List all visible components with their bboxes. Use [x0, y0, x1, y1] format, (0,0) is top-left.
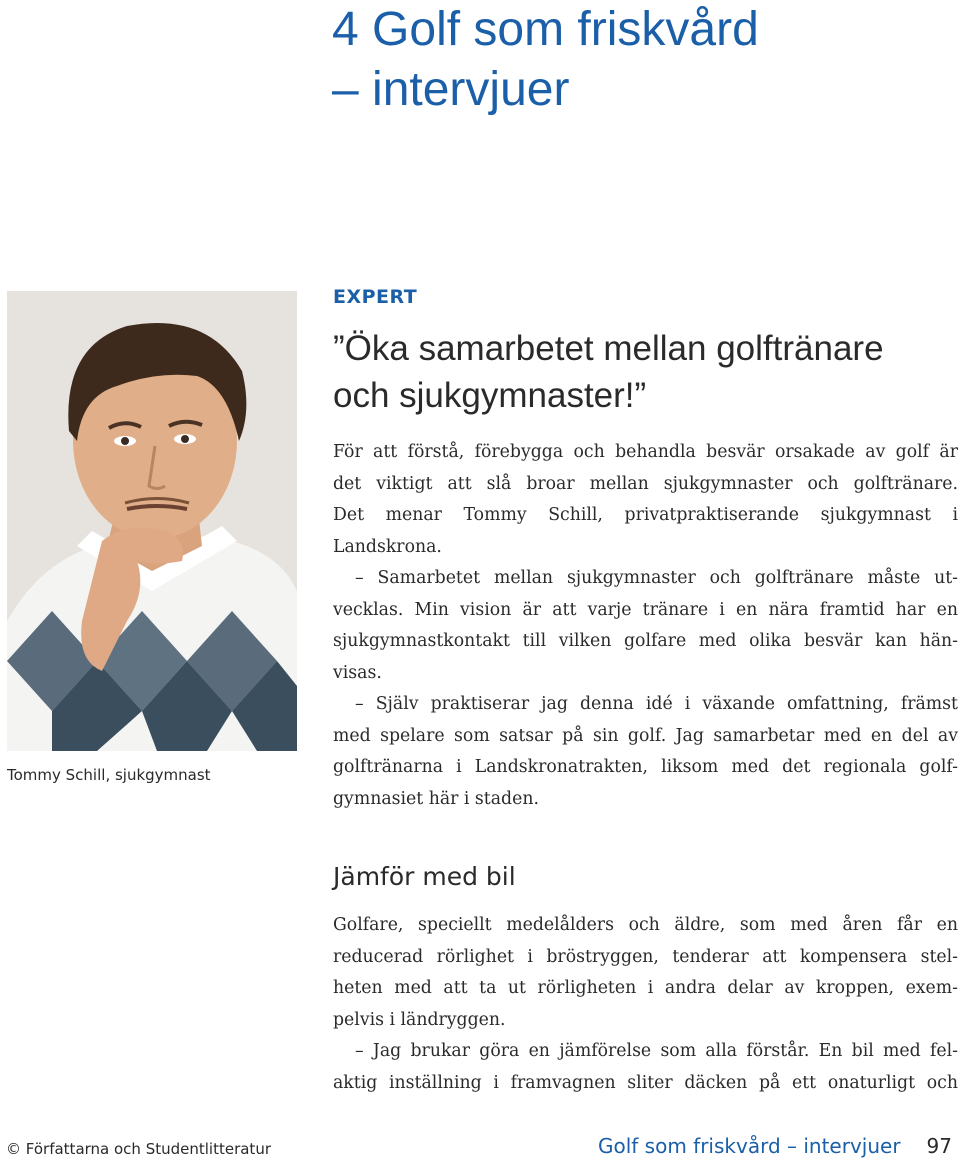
section-heading: Jämför med bil [333, 862, 516, 891]
text-line: reducerad rörlighet i bröstryggen, tenderar att kompensera stel- [333, 946, 958, 967]
text-line: det viktigt att slå broar mellan sjukgymnaster och golftränare. [333, 473, 958, 494]
text-line: – Samarbetet mellan sjukgymnaster och golftränare måste ut- [355, 568, 958, 588]
text-line: För att förstå, förebygga och behandla besvär orsakade av golf är [333, 442, 958, 462]
text-line: pelvis i ländryggen. [333, 1009, 506, 1030]
section-kicker: EXPERT [333, 286, 418, 308]
text-line: Golfare, speciellt medelålders och äldre, som med åren får en [333, 915, 958, 935]
text-line: med spelare som satsar på sin golf. Jag samarbetar med en del av [333, 725, 958, 746]
portrait-illustration [7, 291, 297, 751]
text-line: vecklas. Min vision är att varje tränare i en nära framtid har en [333, 599, 958, 620]
text-line: – Själv praktiserar jag denna idé i växande omfattning, främst [355, 694, 958, 714]
headline-quote [333, 325, 953, 419]
text-line: Det menar Tommy Schill, privatpraktiserande sjukgymnast i [333, 505, 958, 525]
photo-caption: Tommy Schill, sjukgymnast [7, 766, 211, 784]
text-line: sjukgymnastkontakt till vilken golfare med olika besvär kan hän- [333, 631, 958, 651]
interview-body-text [333, 437, 958, 815]
page-footer [598, 1134, 952, 1158]
text-line: golftränarna i Landskronatrakten, liksom med det regionala golf- [333, 757, 958, 777]
chapter-title-line-1: 4 Golf som friskvård [332, 3, 759, 56]
running-title: Golf som friskvård – intervjuer [597, 1134, 901, 1158]
text-line: visas. [333, 662, 382, 683]
copyright-notice: © Författarna och Studentlitteratur [6, 1140, 271, 1158]
text-line: gymnasiet här i staden. [333, 788, 539, 809]
section-body-text [333, 910, 958, 1099]
text-line: aktig inställning i framvagnen sliter däcken på ett onaturligt och [333, 1072, 958, 1093]
headline-quote-line-2: och sjukgymnaster!” [333, 376, 647, 415]
portrait-photo [7, 291, 297, 751]
text-line: Landskrona. [333, 536, 442, 557]
text-line: heten med att ta ut rörligheten i andra delar av kroppen, exem- [333, 978, 958, 998]
chapter-title-line-2: – intervjuer [332, 63, 570, 116]
page-number: 97 [926, 1134, 952, 1158]
text-line: – Jag brukar göra en jämförelse som alla förstår. En bil med fel- [355, 1041, 958, 1061]
chapter-title [332, 0, 759, 120]
headline-quote-line-1: ”Öka samarbetet mellan golftränare [333, 329, 884, 368]
